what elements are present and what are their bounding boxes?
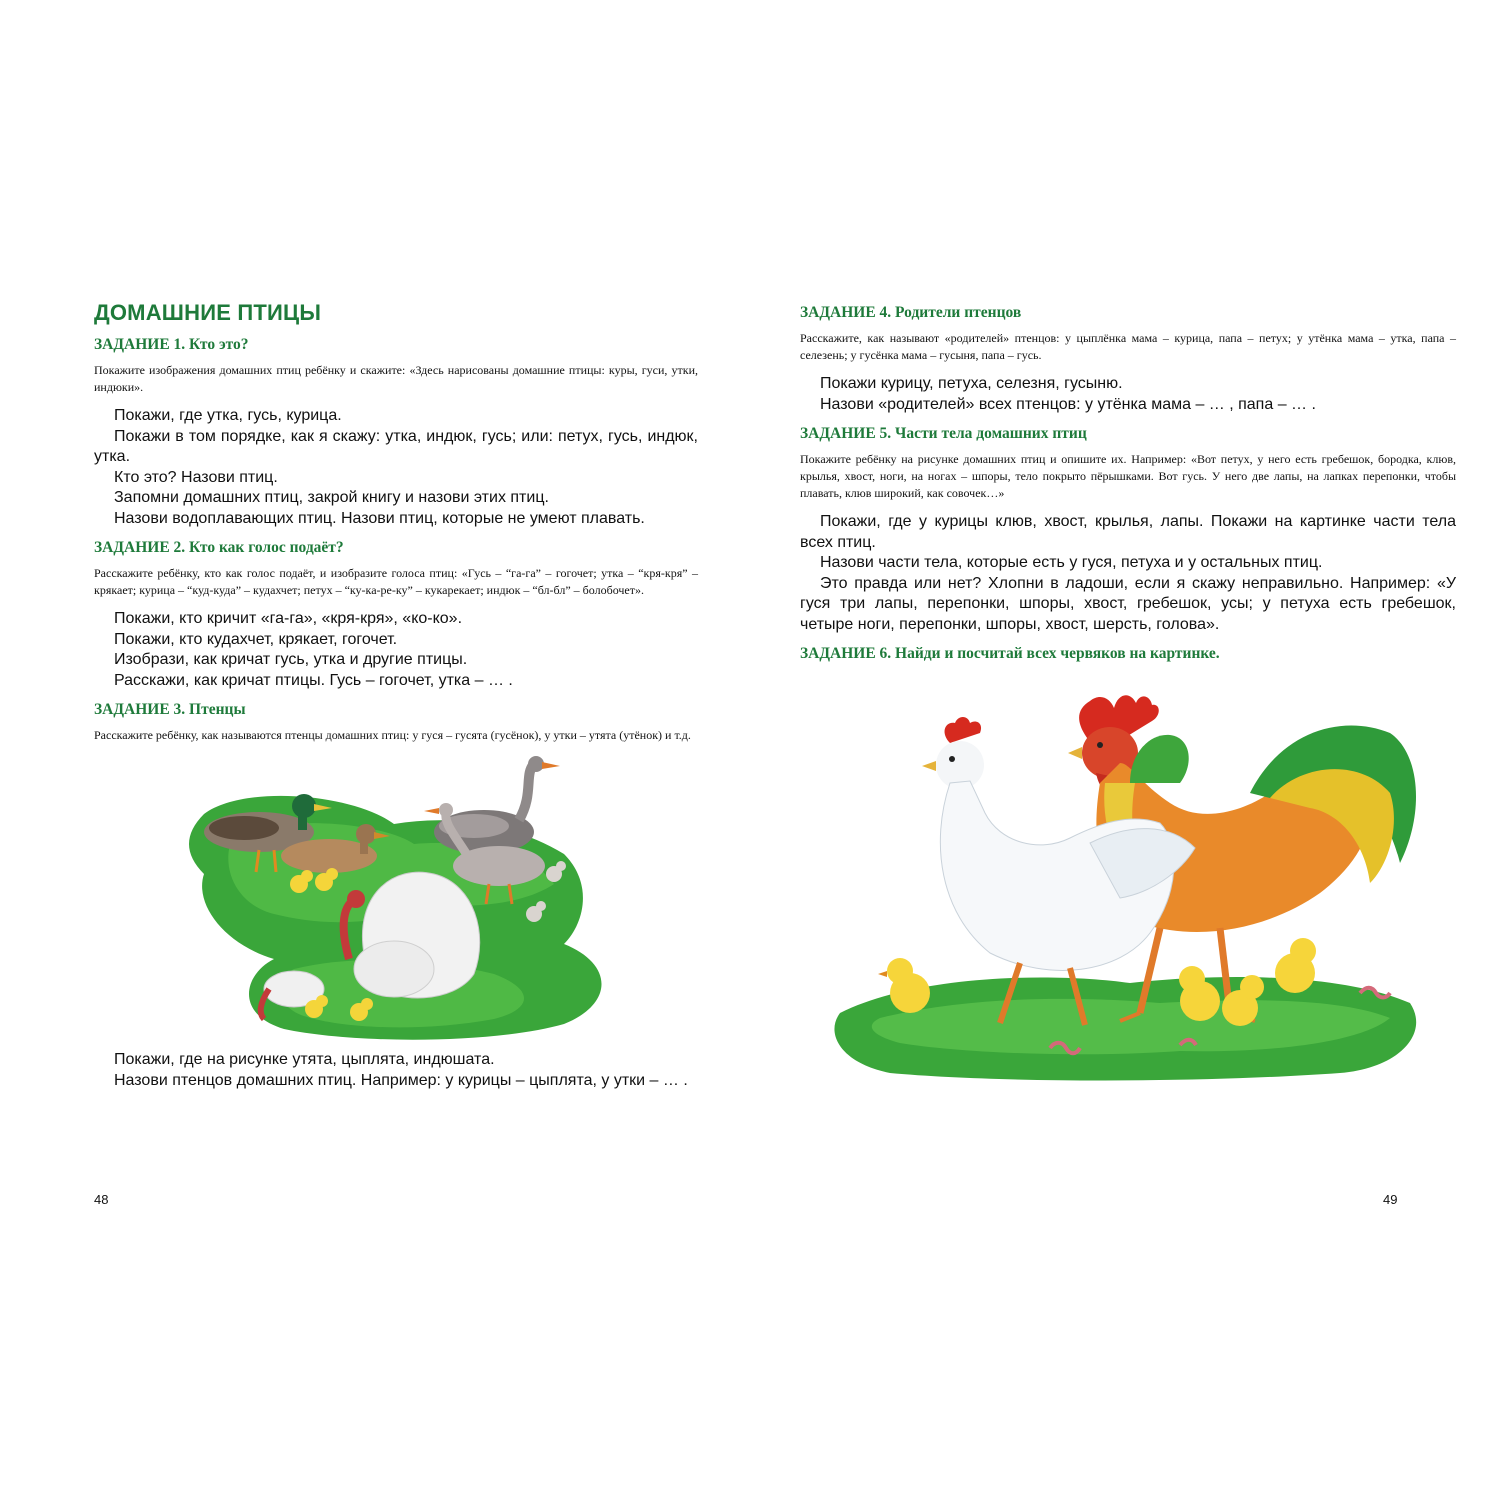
task5-title: ЗАДАНИЕ 5. Части тела домашних птиц [800,425,1087,442]
task1-line: Покажи, где утка, гусь, курица. [114,407,342,424]
page-title: ДОМАШНИЕ ПТИЦЫ [94,300,322,325]
task4-line: Покажи курицу, петуха, селезня, гусыню. [820,375,1123,392]
task3-line: Назови птенцов домашних птиц. Например: у курицы – цыплята, у утки – … . [114,1071,688,1089]
page-number: 49 [1383,1192,1398,1207]
farm-birds-illustration [94,754,698,1044]
task3-note: Расскажите ребёнку, как называются птенцы домашних птиц: у гуся – гусята (гусёнок), у утки – утята (утёнок) и т.д. [94,728,691,742]
task3-line: Покажи, где на рисунке утята, цыплята, индюшата. [114,1051,495,1068]
task5-line: Назови части тела, которые есть у гуся, петуха и у остальных птиц. [820,554,1323,571]
task6-title: ЗАДАНИЕ 6. Найди и посчитай всех червяков на картинке. [800,645,1220,662]
task2-title: ЗАДАНИЕ 2. Кто как голос подаёт? [94,539,344,556]
task1-line: Кто это? Назови птиц. [114,468,278,486]
task5-note: Покажите ребёнку на рисунке домашних птиц и опишите их. Например: «Вот петух, у него есть гребешок, бородка, клюв, крылья, хвост, ноги, на ногах – шпоры, тело покрыто пёрышками. Вот гусь. У него две лапы, на лапках перепонки, чтобы плавать, клюв широкий, как совочек…» [800,452,1456,500]
task1-line: Назови водоплавающих птиц. Назови птиц, которые не умеют плавать. [114,509,645,527]
task1-title: ЗАДАНИЕ 1. Кто это? [94,336,249,353]
task5-line: Покажи, где у курицы клюв, хвост, крылья, лапы. Покажи на картинке части тела всех птиц. [800,513,1456,551]
task1-line: Покажи в том порядке, как я скажу: утка, индюк, гусь; или: петух, гусь, индюк, утка. [94,427,698,465]
rooster-hen-chicks-illustration [800,673,1456,1083]
page-number: 48 [94,1192,109,1207]
right-column [800,300,1456,1083]
left-column [94,300,698,1091]
task2-line: Изобрази, как кричат гусь, утка и другие птицы. [114,651,468,668]
task5-line: Это правда или нет? Хлопни в ладоши, если я скажу неправильно. Например: «У гуся три лапы, перепонки, шпоры, хвост, гребешок, усы; у петуха есть гребешок, четыре ноги, перепонки, шпоры, хвост, шерсть, голова». [800,574,1456,633]
task2-note: Расскажите ребёнку, кто как голос подаёт, и изобразите голоса птиц: «Гусь – “га-га” – гогочет; утка – “кря-кря” – крякает; курица – “куд-куда” – кудахчет; петух – “ку-ка-ре-ку” – кукарекает; индюк – “бл-бл” – болобочет». [94,566,698,597]
task2-line: Покажи, кто кудахчет, крякает, гогочет. [114,630,398,648]
task4-line: Назови «родителей» всех птенцов: у утёнка мама – … , папа – … . [820,395,1316,413]
task1-note: Покажите изображения домашних птиц ребёнку и скажите: «Здесь нарисованы домашние птицы: куры, гуси, утки, индюки». [94,363,698,394]
task1-line: Запомни домашних птиц, закрой книгу и назови этих птиц. [114,489,549,506]
task3-title: ЗАДАНИЕ 3. Птенцы [94,701,246,718]
task2-line: Покажи, кто кричит «га-га», «кря-кря», «ко-ко». [114,610,463,627]
task2-line: Расскажи, как кричат птицы. Гусь – гогочет, утка – … . [114,671,513,689]
right-page [750,0,1500,1500]
task4-note: Расскажите, как называют «родителей» птенцов: у цыплёнка мама – курица, папа – петух; у утёнка мама – утка, папа – селезень; у гусёнка мама – гусыня, папа – гусь. [800,331,1456,362]
task4-title: ЗАДАНИЕ 4. Родители птенцов [800,304,1022,321]
